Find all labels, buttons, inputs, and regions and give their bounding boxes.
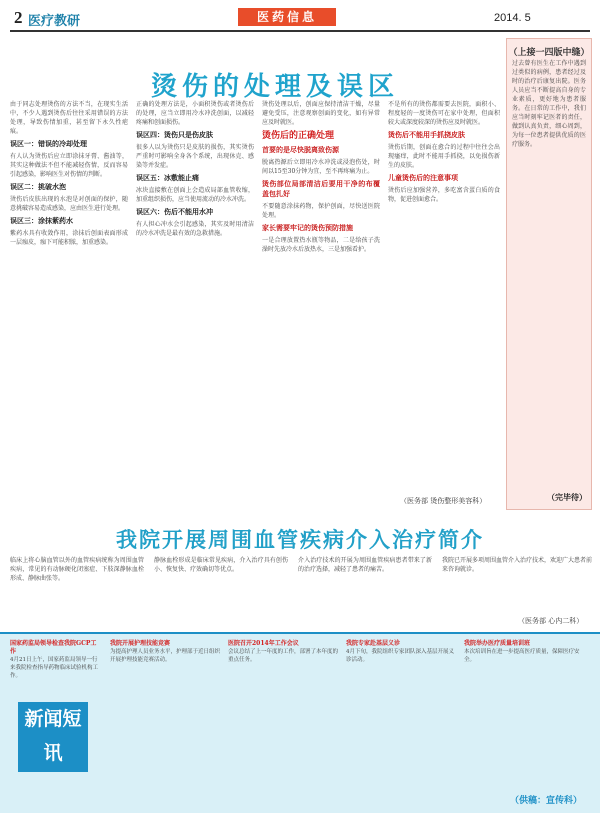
a1c4-p2: 烫伤后期，创面在愈合的过程中往往会出现瘙痒，此时不能用手抓挠，以免损伤新生的皮肤。 — [388, 144, 500, 169]
a1c1-p2: 有人认为烫伤后应立即涂抹牙膏、酱油等，其实这种做法不但不能减轻伤情，反而容易引起感染，影响医生对伤情的判断。 — [10, 153, 128, 178]
news-head-5: 我院举办医疗质量培训班 — [464, 640, 531, 647]
a1c3-h2: 烫伤部位局部清洁后要用干净的布覆盖包扎好 — [262, 180, 380, 198]
a1c2-p2: 很多人以为烫伤只是皮肤的损伤，其实烫伤严重时可影响全身各个系统，出现休克、感染等并发症。 — [136, 144, 254, 169]
article1-col4 — [388, 100, 500, 400]
issue-date: 2014. 5 — [494, 12, 531, 24]
news-text-1: 4月21日上午，国家药监局领导一行来我院检查指导药物临床试验机构工作。 — [10, 657, 99, 679]
a1c1-h1: 误区一：错误的冷却处理 — [10, 140, 87, 148]
section-name: 医疗教研 — [28, 14, 81, 29]
article2-col1: 临床上将心脑血管以外的血管疾病统称为周围血管疾病，常见的有动脉硬化闭塞症、下肢深静脉血栓形成、静脉曲张等。 — [10, 557, 144, 582]
a1c3-p2: 脱离热源后立即用冷水冲洗或浸泡伤处，时间以15至30分钟为宜，至不再疼痛为止。 — [262, 159, 380, 175]
news-label: 新闻短讯 — [18, 702, 88, 772]
a1c1-h2: 误区二：挑破水泡 — [10, 183, 66, 191]
a1c3-p4: 一是合理放置热水瓶等物品，二是给孩子洗澡时先放冷水后放热水，三是加强看护。 — [262, 237, 380, 253]
a1c2-p1: 正确的处理方法是，小面积烫伤或者烫伤后的处理，应当立即用冷水冲洗创面，以减轻疼痛和创面损伤。 — [136, 101, 254, 126]
article2-author: （医务部 心内二科） — [518, 617, 584, 625]
a1c3-subhead: 烫伤后的正确处理 — [262, 131, 335, 141]
a1c4-p1: 不是所有的烫伤都需要去医院，面积小、程度轻的一度烫伤可在家中处理，但面积较大或深度较深的烫伤应及时就医。 — [388, 101, 500, 126]
a1c2-p3: 冰块直接敷在创面上会造成局部血管收缩，加重组织损伤，应当使用流动的冷水冲洗。 — [136, 187, 254, 203]
a1c3-h3: 家长需要牢记的烫伤预防措施 — [262, 224, 353, 232]
sidebar-header: （上接一四版中缝） — [508, 48, 590, 58]
news-col2 — [110, 638, 220, 806]
article2-title: 我院开展周围血管疾病介入治疗简介 — [116, 528, 484, 552]
page-number: 2 — [14, 8, 23, 27]
a1c1-p4: 紫药水具有收敛作用，涂抹后创面表面形成一层痂皮，痂下可能积脓，加重感染。 — [10, 230, 128, 246]
news-col5 — [464, 638, 590, 788]
article1-col2 — [136, 100, 254, 400]
article1-author: （医务部 烫伤整形美容科） — [400, 497, 487, 505]
news-head-1: 国家药监局领导检查我院GCP工作 — [10, 640, 97, 655]
article2-col4: 我院已开展多项周围血管介入治疗技术，欢迎广大患者前来咨询就诊。 — [442, 557, 592, 573]
a1c4-h2: 儿童烫伤后的注意事项 — [388, 174, 458, 182]
news-text-4: 4月下旬，我院组织专家团队深入基层开展义诊活动。 — [346, 649, 455, 663]
news-footer: （供稿：宣传科） — [509, 796, 582, 806]
a1c2-h2: 误区五：冰敷能止痛 — [136, 174, 199, 182]
a1c2-h3: 误区六：伤后不能用水冲 — [136, 208, 213, 216]
article2-col2: 静脉血栓形成是临床常见疾病，介入治疗具有创伤小、恢复快、疗效确切等优点。 — [154, 557, 288, 573]
article1-col3 — [262, 100, 380, 400]
sidebar-column — [506, 38, 592, 510]
news-head-4: 我院专家赴基层义诊 — [346, 640, 401, 647]
news-top-rule — [0, 632, 600, 634]
news-head-3: 医院召开2014年工作会议 — [228, 640, 299, 647]
news-col4 — [346, 638, 456, 806]
article1-title: 烫伤的处理及误区 — [150, 72, 399, 102]
article2-col3: 介入治疗技术的开展为周围血管疾病患者带来了新的治疗选择，减轻了患者的痛苦。 — [298, 557, 432, 573]
a1c2-h1: 误区四：烫伤只是伤皮肤 — [136, 131, 213, 139]
article1-col1 — [10, 100, 128, 400]
a1c1-p1: 由于同志处理烫伤的方法不当，在现实生活中，不少人遇到烫伤后往往采用错误的方法处理，导致伤情加重，甚至留下永久性疤痕。 — [10, 101, 128, 135]
a1c4-p3: 烫伤后应加强营养，多吃富含蛋白质的食物，促进创面愈合。 — [388, 187, 500, 203]
a1c1-h3: 误区三：涂抹紫药水 — [10, 217, 73, 225]
news-head-2: 我院开展护理技能竞赛 — [110, 640, 171, 647]
news-col3 — [228, 638, 338, 806]
a1c1-p3: 烫伤后皮肤出现的水泡是对创面的保护，随意挑破容易造成感染，应由医生进行处理。 — [10, 196, 128, 212]
a1c3-p1: 烫伤处理以后，创面应保持清洁干燥，尽量避免受压，注意观察创面的变化，如有异常应及时就医。 — [262, 101, 380, 126]
news-text-5: 本次培训旨在进一步提高医疗质量，保障医疗安全。 — [464, 649, 580, 663]
header-rule — [10, 30, 590, 32]
sidebar-tag: （完毕待） — [547, 493, 587, 502]
news-col1 — [10, 638, 102, 698]
news-text-3: 会议总结了上一年度的工作，部署了本年度的重点任务。 — [228, 649, 338, 663]
a1c3-p3: 不要随意涂抹药物，保护创面，尽快送医院处理。 — [262, 203, 380, 219]
masthead-logo: 医药信息 — [238, 8, 336, 26]
a1c2-p4: 有人担心冲水会引起感染，其实及时用清洁的冷水冲洗是最有效的急救措施。 — [136, 221, 254, 237]
a1c3-h1: 首要的是尽快脱离致伤源 — [262, 146, 339, 154]
news-text-2: 为提高护理人员业务水平，护理部于近日组织开展护理技能竞赛活动。 — [110, 649, 220, 663]
page-header — [0, 0, 600, 30]
sidebar-body: 过去曾有医生在工作中遇到过类似的病例，患者经过及时的治疗后康复出院。医务人员应当不断提高自身的专业素质，更好地为患者服务。在日常的工作中，我们应当时刻牢记医者的责任，做到认真负责，细心周到，为每一位患者提供优质的医疗服务。 — [512, 60, 586, 148]
a1c4-h1: 烫伤后不能用手抓挠皮肤 — [388, 131, 465, 139]
